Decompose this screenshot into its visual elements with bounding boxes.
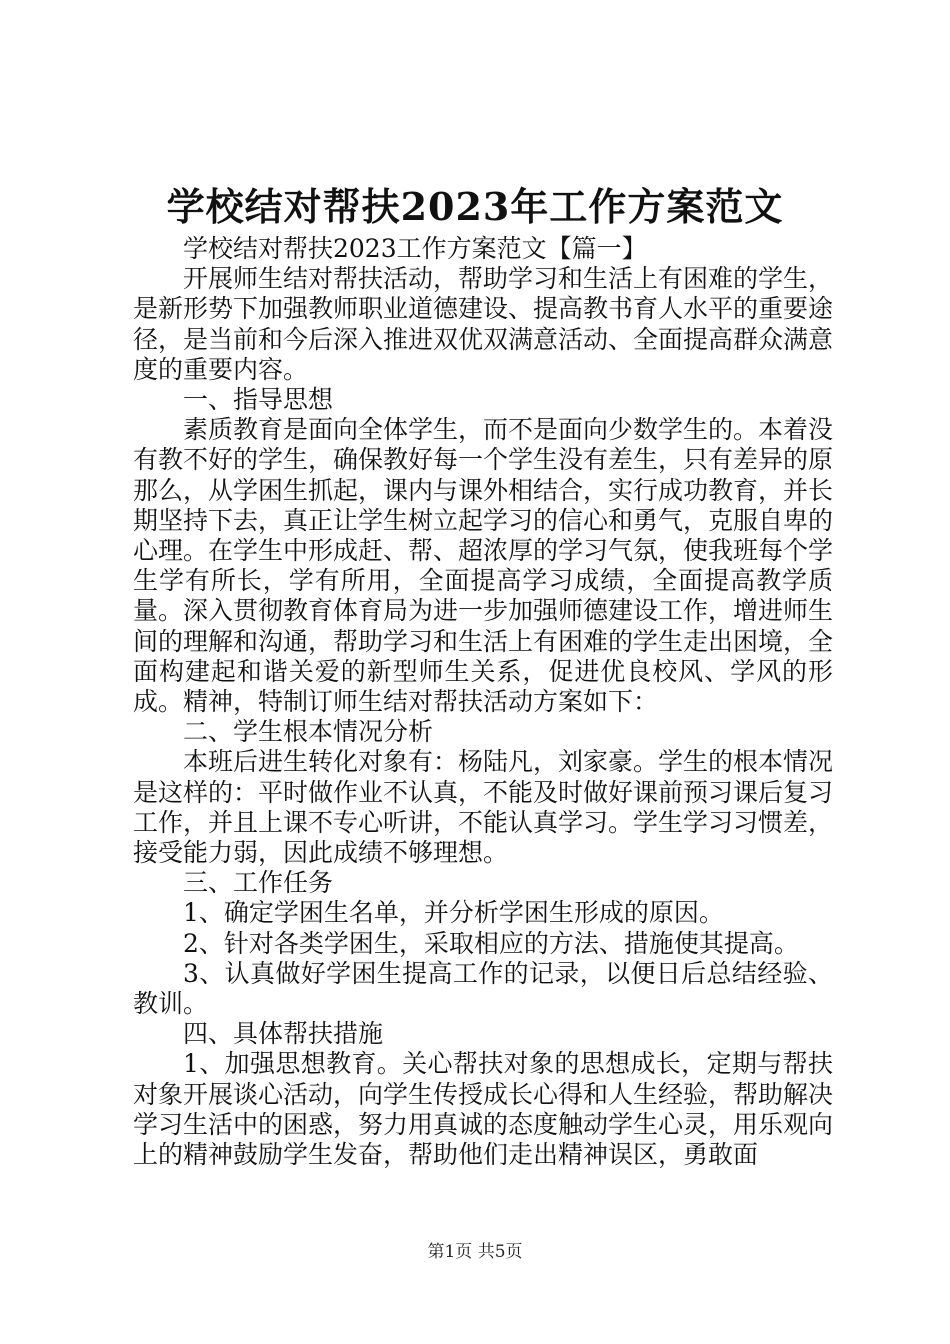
heading-student-analysis: 二、学生根本情况分析 — [183, 717, 434, 747]
document-title: 学校结对帮扶2023年工作方案范文 — [166, 184, 784, 229]
task-item-3: 3、认真做好学困生提高工作的记录，以便日后总结经验、教训。 — [133, 958, 833, 1019]
document-body — [133, 234, 833, 1170]
page-footer — [0, 1240, 950, 1264]
paragraph-guiding-ideology: 素质教育是面向全体学生，而不是面向少数学生的。本着没有教不好的学生，确保教好每一个学生没有差生，只有差异的原那么，从学困生抓起，课内与课外相结合，实行成功教育，并长期坚持下去，真正让学生树立起学习的信心和勇气，克服自卑的心理。在学生中形成赶、帮、超浓厚的学习气氛，使我班每个学生学有所长，学有所用，全面提高学习成绩，全面提高教学质量。深入贯彻教育体育局为进一步加强师德建设工作，增进师生间的理解和沟通，帮助学习和生活上有困难的学生走出困境，全面构建起和谐关爱的新型师生关系，促进优良校风、学风的形成。精神，特制订师生结对帮扶活动方案如下： — [133, 415, 834, 717]
measure-item-1: 1、加强思想教育。关心帮扶对象的思想成长，定期与帮扶对象开展谈心活动，向学生传授成长心得和人生经验，帮助解决学习生活中的困惑，努力用真诚的态度触动学生心灵，用乐观向上的精神鼓励学生发奋，帮助他们走出精神误区，勇敢面 — [133, 1049, 834, 1170]
heading-work-tasks: 三、工作任务 — [183, 868, 334, 898]
task-item-1: 1、确定学困生名单，并分析学困生形成的原因。 — [183, 898, 724, 928]
heading-guiding-ideology: 一、指导思想 — [183, 385, 334, 415]
heading-support-measures: 四、具体帮扶措施 — [183, 1019, 384, 1049]
intro-paragraph: 开展师生结对帮扶活动，帮助学习和生活上有困难的学生，是新形势下加强教师职业道德建设、提高教书育人水平的重要途径，是当前和今后深入推进双优双满意活动、全面提高群众满意度的重要内容。 — [133, 264, 834, 384]
section-subtitle: 学校结对帮扶2023工作方案范文【篇一】 — [183, 234, 647, 263]
page-number: 第1页 — [427, 1242, 473, 1262]
paragraph-student-analysis: 本班后进生转化对象有：杨陆凡，刘家豪。学生的根本情况是这样的：平时做作业不认真，不能及时做好课前预习课后复习工作，并且上课不专心听讲，不能认真学习。学生学习习惯差，接受能力弱，因此成绩不够理想。 — [133, 747, 834, 868]
page-total: 共5页 — [477, 1242, 523, 1262]
task-item-2: 2、针对各类学困生，采取相应的方法、措施使其提高。 — [183, 928, 799, 958]
